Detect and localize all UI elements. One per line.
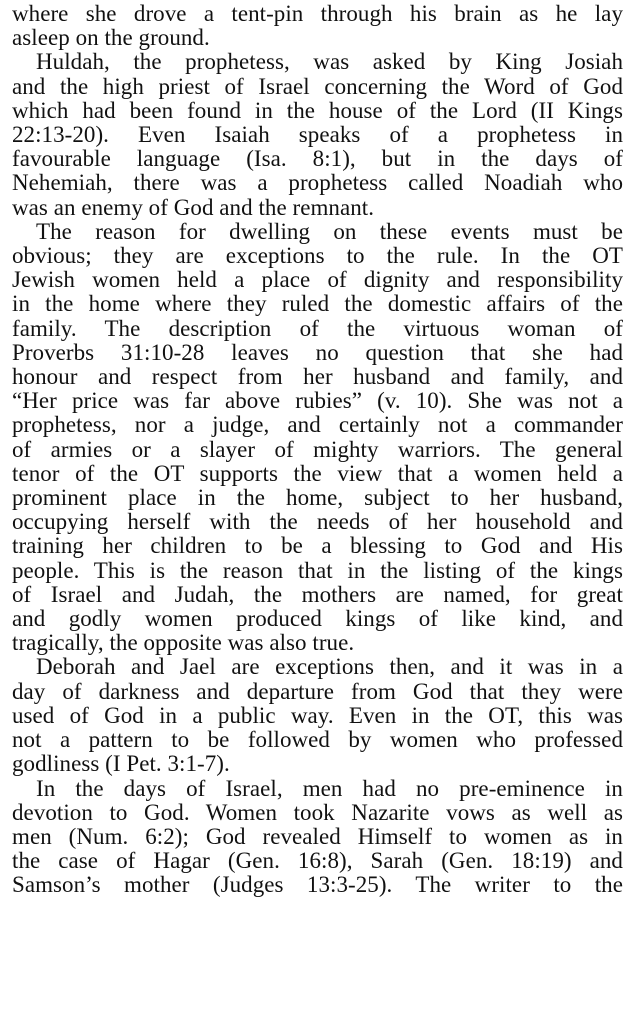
text-line: The reason for dwelling on these events must be xyxy=(36,219,623,244)
text-line: people. This is the reason that in the listing of the kings xyxy=(12,558,623,583)
text-line: men (Num. 6:2); God revealed Himself to women as in xyxy=(12,824,623,849)
text-line: which had been found in the house of the Lord (II Kings xyxy=(12,98,623,123)
paragraph xyxy=(12,2,623,50)
text-line: of armies or a slayer of mighty warriors. The general xyxy=(12,437,623,462)
text-line: honour and respect from her husband and family, and xyxy=(12,365,623,390)
text-line: obvious; they are exceptions to the rule. In the OT xyxy=(12,244,623,269)
text-line: Jewish women held a place of dignity and responsibility xyxy=(12,268,623,293)
paragraph xyxy=(12,655,623,776)
text-line: 22:13-20). Even Isaiah speaks of a prophetess in xyxy=(12,123,623,148)
text-line: Proverbs 31:10-28 leaves no question that she had xyxy=(12,340,623,365)
text-line: devotion to God. Women took Nazarite vows as well as xyxy=(12,800,623,825)
text-line: occupying herself with the needs of her household and xyxy=(12,510,623,535)
text-line: Huldah, the prophetess, was asked by King Josiah xyxy=(36,50,623,75)
text-line: “Her price was far above rubies” (v. 10). She was not a xyxy=(12,389,623,414)
text-line: used of God in a public way. Even in the OT, this was xyxy=(12,703,623,728)
text-line: prominent place in the home, subject to her husband, xyxy=(12,486,623,511)
text-line: training her children to be a blessing to God and His xyxy=(12,534,623,559)
text-line: favourable language (Isa. 8:1), but in the days of xyxy=(12,147,623,172)
paragraph xyxy=(12,220,623,656)
text-line: where she drove a tent-pin through his brain as he lay xyxy=(12,2,623,26)
text-line: of Israel and Judah, the mothers are named, for great xyxy=(12,582,623,607)
text-line: tragically, the opposite was also true. xyxy=(12,631,355,656)
text-line: asleep on the ground. xyxy=(12,26,210,51)
text-line: was an enemy of God and the remnant. xyxy=(12,195,375,220)
text-line: In the days of Israel, men had no pre-eminence in xyxy=(36,776,623,801)
paragraph xyxy=(12,50,623,219)
paragraph xyxy=(12,777,623,898)
text-line: the case of Hagar (Gen. 16:8), Sarah (Gen. 18:19) and xyxy=(12,849,623,874)
text-line: in the home where they ruled the domestic affairs of the xyxy=(12,292,623,317)
text-line: Samson’s mother (Judges 13:3-25). The writer to the xyxy=(12,873,623,898)
text-line: Nehemiah, there was a prophetess called Noadiah who xyxy=(12,171,623,196)
text-line: godliness (I Pet. 3:1-7). xyxy=(12,752,230,777)
text-line: Deborah and Jael are exceptions then, and it was in a xyxy=(36,655,623,680)
text-line: and the high priest of Israel concerning the Word of God xyxy=(12,74,623,99)
text-line: tenor of the OT supports the view that a women held a xyxy=(12,461,623,486)
text-line: day of darkness and departure from God that they were xyxy=(12,679,623,704)
text-line: family. The description of the virtuous woman of xyxy=(12,316,623,341)
text-line: prophetess, nor a judge, and certainly not a commander xyxy=(12,413,623,438)
text-line: not a pattern to be followed by women who professed xyxy=(12,728,623,753)
text-line: and godly women produced kings of like kind, and xyxy=(12,607,623,632)
